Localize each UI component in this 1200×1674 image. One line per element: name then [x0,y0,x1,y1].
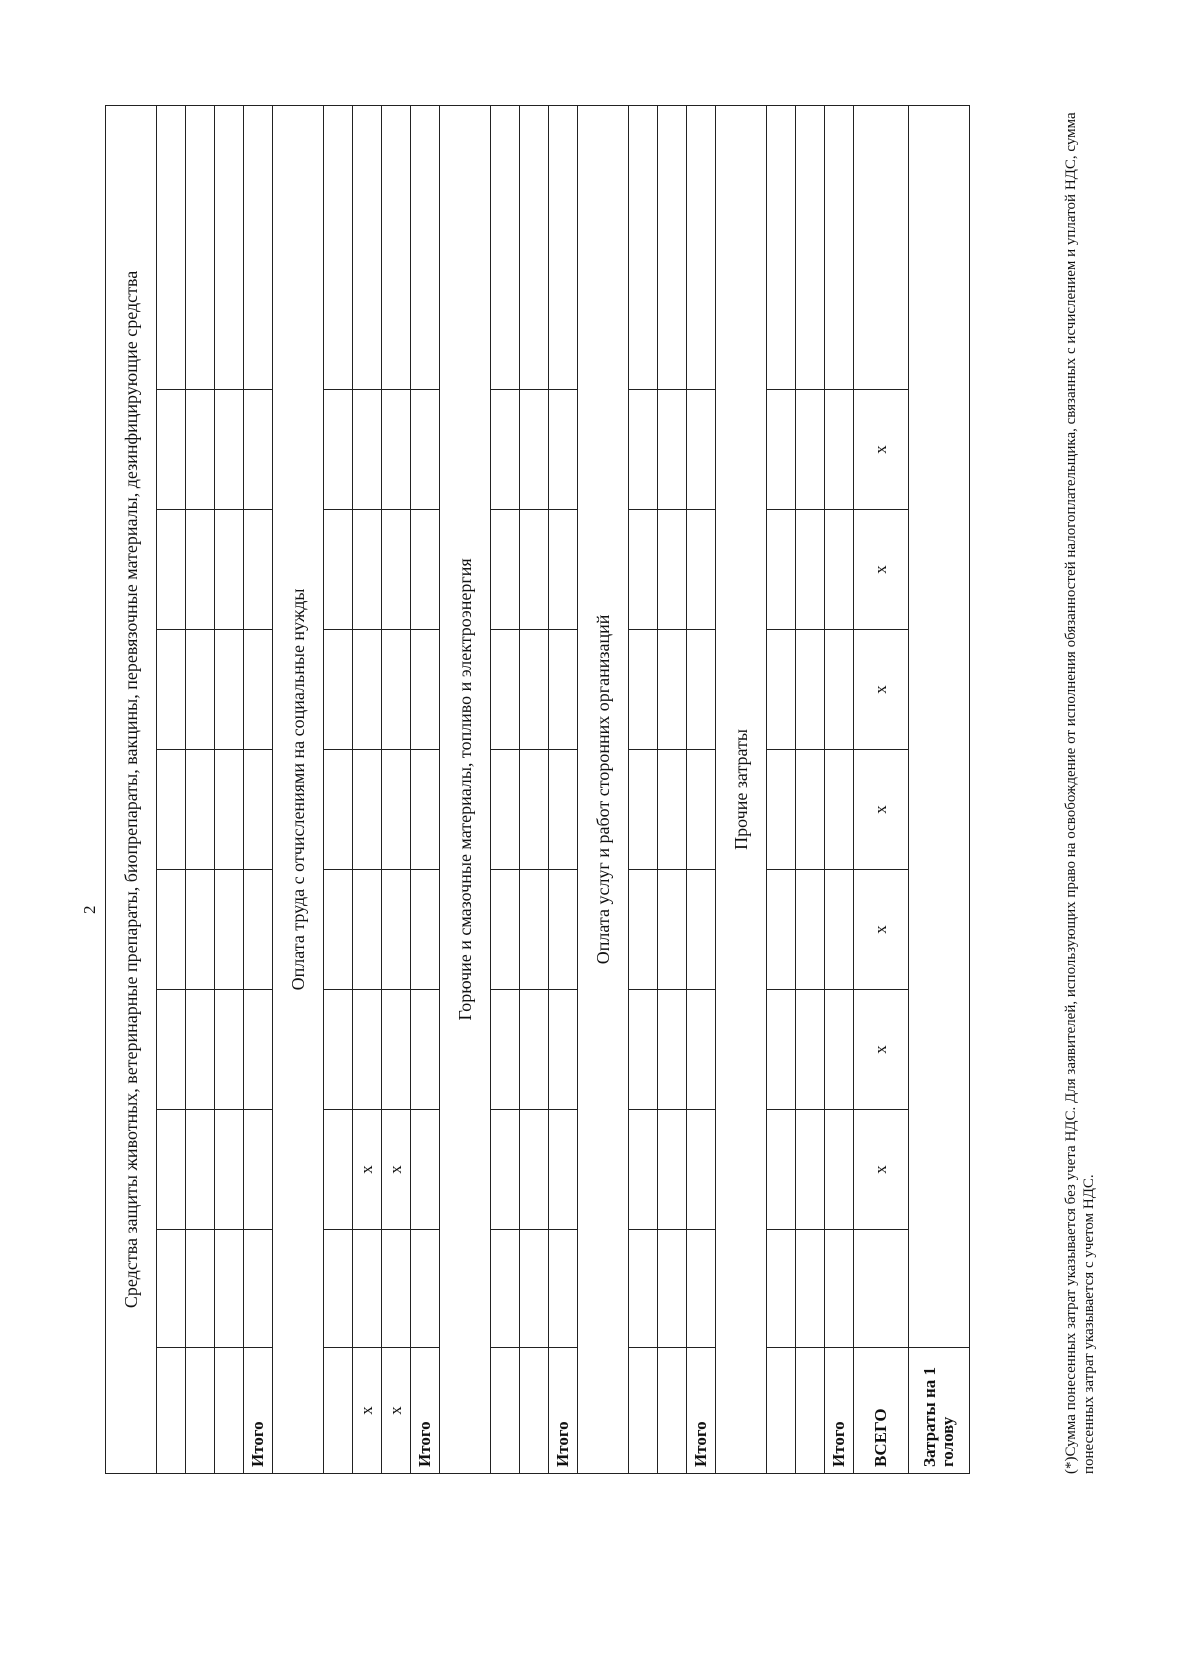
cost-table [105,105,970,1474]
row-label-cell [796,1348,825,1474]
table-cell: х [854,1110,909,1230]
row-label-cell: х [353,1348,382,1474]
table-row [520,105,549,1473]
table-cell [186,105,215,389]
table-cell [549,510,578,630]
table-cell [491,105,520,389]
table-cell [157,1110,186,1230]
table-cell [411,990,440,1110]
table-cell [382,390,411,510]
table-cell [767,1110,796,1230]
table-cell [491,1230,520,1348]
table-cell [658,1110,687,1230]
table-cell [215,870,244,990]
table-cell [411,1230,440,1348]
table-cell [353,870,382,990]
table-cell [825,1230,854,1348]
table-cell [411,1110,440,1230]
table-cell [629,1110,658,1230]
table-cell [825,390,854,510]
table-row [157,105,186,1473]
table-cell [244,510,273,630]
grand-total-row [854,105,909,1473]
table-cell [687,750,716,870]
row-label-cell [491,1348,520,1474]
table-cell [186,630,215,750]
table-cell [382,630,411,750]
table-cell [324,1230,353,1348]
row-label-cell: х [382,1348,411,1474]
table-cell [244,105,273,389]
table-cell [186,1230,215,1348]
table-cell [825,630,854,750]
table-cell [825,990,854,1110]
table-cell [796,990,825,1110]
table-cell [825,1110,854,1230]
table-cell [186,390,215,510]
table-cell [382,510,411,630]
table-cell [157,870,186,990]
table-cell [825,510,854,630]
row-label-cell [157,1348,186,1474]
table-cell [157,390,186,510]
table-cell [520,630,549,750]
table-cell [215,1110,244,1230]
subtotal-row [825,105,854,1473]
table-cell [324,390,353,510]
row-label-cell [767,1348,796,1474]
table-cell [244,390,273,510]
section-header-row [106,105,157,1473]
table-cell [767,990,796,1110]
table-cell [215,750,244,870]
table-cell [157,630,186,750]
table-cell [767,750,796,870]
table-cell [411,510,440,630]
table-cell [767,630,796,750]
table-cell [157,105,186,389]
table-cell [549,750,578,870]
table-cell [687,105,716,389]
subtotal-row [411,105,440,1473]
table-row [382,105,411,1473]
table-cell [687,510,716,630]
table-cell: х [854,510,909,630]
section-header-row [716,105,767,1473]
table-cell [658,630,687,750]
table-cell: х [353,1110,382,1230]
table-cell [353,1230,382,1348]
table-cell [382,105,411,389]
table-cell [491,1110,520,1230]
table-row [658,105,687,1473]
table-cell [324,105,353,389]
table-cell [629,990,658,1110]
row-label-cell [520,1348,549,1474]
table-cell [411,390,440,510]
row-label-cell [629,1348,658,1474]
section-header-row [273,105,324,1473]
table-cell [767,510,796,630]
table-row [353,105,382,1473]
table-cell [186,750,215,870]
table-cell: х [854,990,909,1110]
table-cell [687,1110,716,1230]
table-cell [157,510,186,630]
table-cell [244,990,273,1110]
table-cell [687,1230,716,1348]
table-cell [215,990,244,1110]
table-cell [520,990,549,1110]
table-body [106,105,970,1473]
table-row [491,105,520,1473]
table-cell [324,750,353,870]
table-cell [825,870,854,990]
row-label-cell [186,1348,215,1474]
footnote: (*)Сумма понесенных затрат указывается без учета НДС. Для заявителей, использующих право на освобождение от исполнения обязанностей налогоплательщика, связанных с исчислением и уплатой НДС, сумма понесенных затрат указывается с учетом НДС. [1063,112,1097,1474]
section-title: Средства защиты животных, ветеринарные препараты, биопрепараты, вакцины, перевязочные материалы, дезинфицирующие средства [106,105,157,1473]
table-cell: х [854,390,909,510]
table-cell [629,390,658,510]
table-cell [157,750,186,870]
table-cell [629,630,658,750]
table-cell [796,1110,825,1230]
table-cell [658,750,687,870]
table-cell [186,990,215,1110]
subtotal-row [244,105,273,1473]
table-cell [687,630,716,750]
table-cell [353,630,382,750]
table-cell [324,630,353,750]
table-cell [520,1230,549,1348]
table-cell [658,390,687,510]
table-cell: х [854,750,909,870]
section-title: Оплата труда с отчислениями на социальные нужды [273,105,324,1473]
per-head-row [909,105,970,1473]
table-cell [382,1230,411,1348]
table-cell [658,870,687,990]
table-cell [520,870,549,990]
table-cell [767,390,796,510]
table-cell [215,105,244,389]
table-cell [186,1110,215,1230]
table-cell [767,870,796,990]
table-cell [549,990,578,1110]
table-cell [687,390,716,510]
table-cell [796,750,825,870]
table-cell [382,750,411,870]
subtotal-label: Итого [825,1348,854,1474]
subtotal-label: Итого [549,1348,578,1474]
table-row [215,105,244,1473]
table-cell: х [854,870,909,990]
table-cell [767,105,796,389]
table-cell [687,870,716,990]
table-cell [244,630,273,750]
table-cell [629,1230,658,1348]
table-cell [854,1230,909,1348]
table-cell [491,510,520,630]
table-cell [186,510,215,630]
table-cell [854,105,909,389]
table-cell [520,750,549,870]
table-row [796,105,825,1473]
table-cell [411,630,440,750]
table-cell [629,750,658,870]
table-cell [353,390,382,510]
row-label-cell [324,1348,353,1474]
table-cell [629,510,658,630]
section-title: Прочие затраты [716,105,767,1473]
table-cell [411,750,440,870]
table-cell [796,630,825,750]
table-row [186,105,215,1473]
section-title: Горючие и смазочные материалы, топливо и электроэнергия [440,105,491,1473]
table-cell [186,870,215,990]
table-cell [382,870,411,990]
table-row [629,105,658,1473]
table-cell [411,105,440,389]
table-cell [549,630,578,750]
section-header-row [578,105,629,1473]
table-cell [629,105,658,389]
row-label-cell [658,1348,687,1474]
table-cell [215,390,244,510]
table-cell [825,750,854,870]
table-cell [796,510,825,630]
table-row [767,105,796,1473]
table-row [324,105,353,1473]
grand-total-label: ВСЕГО [854,1348,909,1474]
table-cell [324,510,353,630]
table-cell [549,870,578,990]
table-cell [658,105,687,389]
table-cell [157,1230,186,1348]
table-cell [157,990,186,1110]
table-cell [549,1230,578,1348]
per-head-value-cell [909,105,970,1347]
table-cell [244,1110,273,1230]
table-cell [215,510,244,630]
subtotal-label: Итого [411,1348,440,1474]
table-cell [767,1230,796,1348]
table-cell [491,390,520,510]
table-cell [353,750,382,870]
table-cell: х [854,630,909,750]
table-cell [353,105,382,389]
table-cell [324,1110,353,1230]
table-cell [658,510,687,630]
table-cell [244,1230,273,1348]
table-cell [549,1110,578,1230]
table-cell [658,990,687,1110]
table-cell: х [382,1110,411,1230]
table-cell [491,870,520,990]
table-cell [796,1230,825,1348]
subtotal-row [687,105,716,1473]
table-cell [825,105,854,389]
table-cell [491,750,520,870]
subtotal-label: Итого [244,1348,273,1474]
table-cell [549,105,578,389]
table-cell [382,990,411,1110]
subtotal-label: Итого [687,1348,716,1474]
table-cell [491,630,520,750]
table-cell [658,1230,687,1348]
table-cell [244,870,273,990]
section-header-row [440,105,491,1473]
row-label-cell [215,1348,244,1474]
page-number: 2 [80,905,99,914]
table-cell [215,630,244,750]
table-cell [796,105,825,389]
table-cell [549,390,578,510]
table-cell [324,990,353,1110]
subtotal-row [549,105,578,1473]
table-cell [353,510,382,630]
table-cell [324,870,353,990]
table-cell [687,990,716,1110]
table-cell [520,105,549,389]
table-cell [796,870,825,990]
table-cell [796,390,825,510]
table-cell [353,990,382,1110]
table-cell [244,750,273,870]
table-cell [520,390,549,510]
table-cell [491,990,520,1110]
table-cell [629,870,658,990]
table-cell [215,1230,244,1348]
section-title: Оплата услуг и работ сторонних организаций [578,105,629,1473]
table-cell [411,870,440,990]
per-head-label: Затраты на 1 голову [909,1348,970,1474]
table-cell [520,510,549,630]
table-cell [520,1110,549,1230]
